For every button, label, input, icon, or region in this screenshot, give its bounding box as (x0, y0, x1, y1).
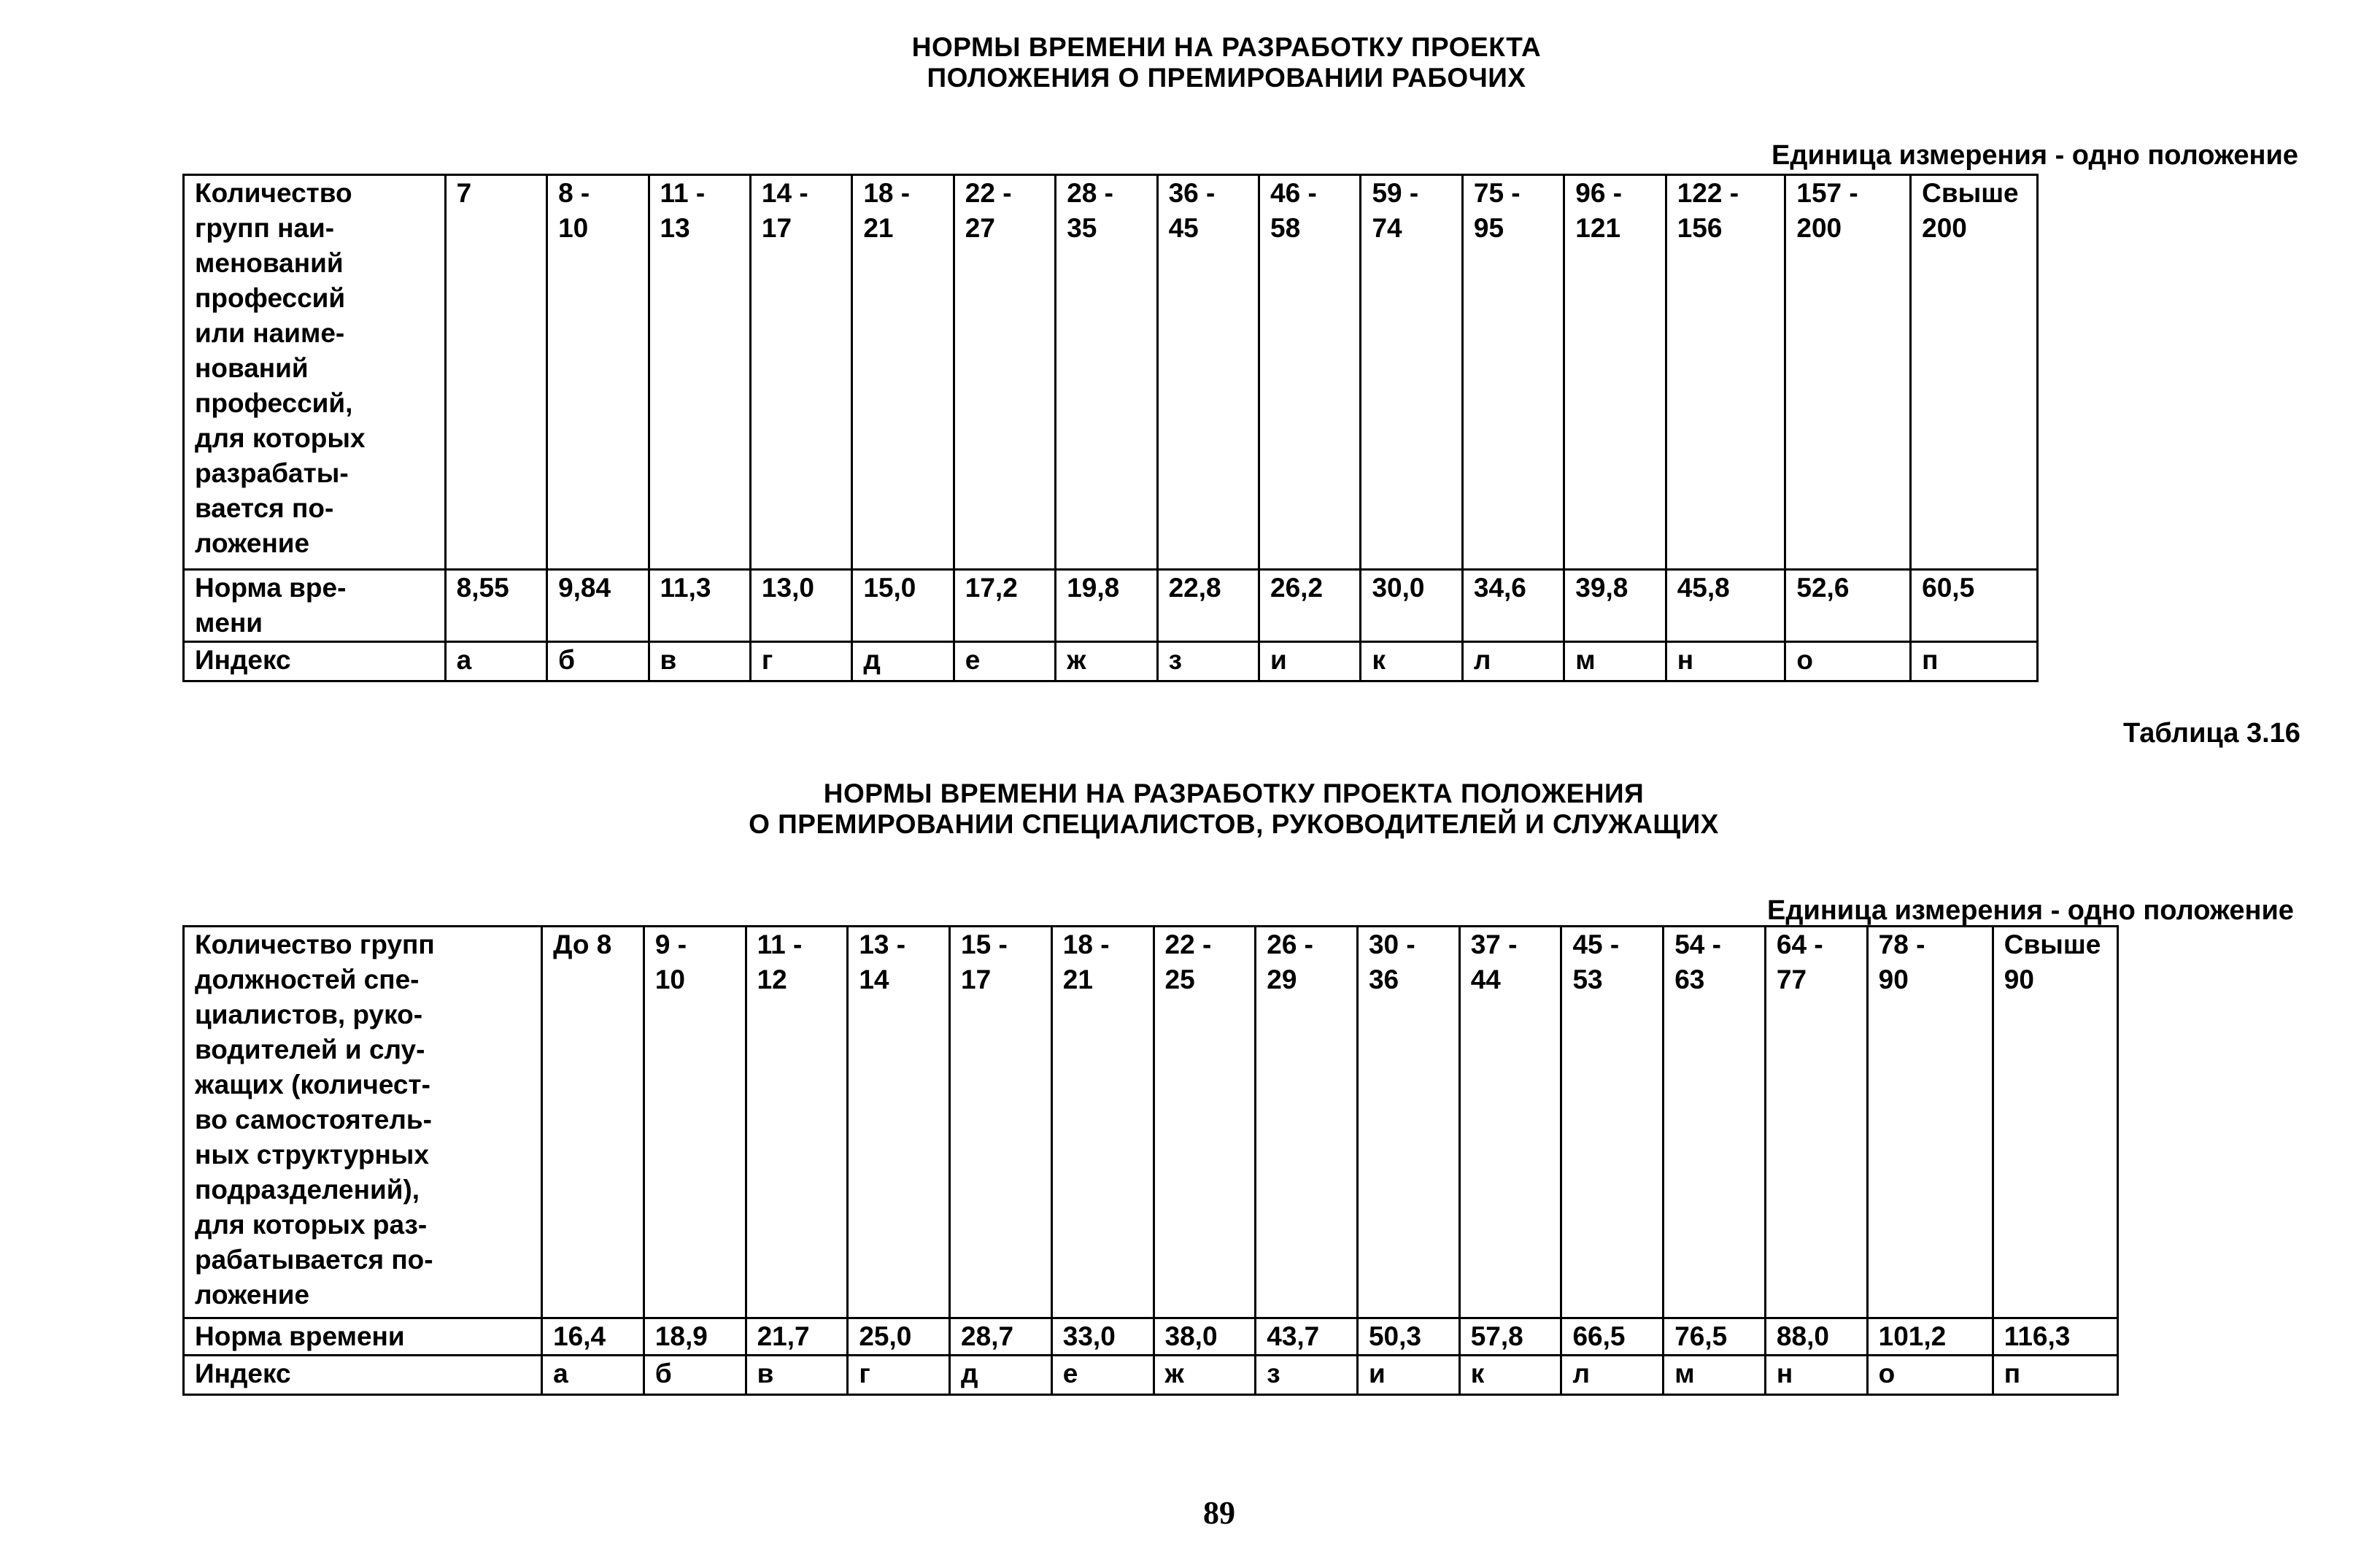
index-cell: а (445, 642, 546, 681)
index-cell: д (852, 642, 954, 681)
index-cell: а (542, 1356, 644, 1395)
norm-cell: 101,2 (1867, 1318, 1993, 1356)
range-cell: 122 - 156 (1666, 175, 1785, 570)
range-cell: 9 - 10 (644, 927, 746, 1318)
norm-cell: 9,84 (547, 570, 649, 642)
row-header-cell: Количество групп наи- менований профессий или наиме- нований профессий, для которых разрабаты- вается по- ложение (184, 175, 446, 570)
index-cell: з (1157, 642, 1259, 681)
norm-cell: 76,5 (1664, 1318, 1766, 1356)
range-cell: 26 - 29 (1256, 927, 1358, 1318)
norm-cell: 34,6 (1462, 570, 1564, 642)
norm-cell: 38,0 (1154, 1318, 1256, 1356)
range-cell: 11 - 12 (746, 927, 848, 1318)
range-cell: 22 - 25 (1154, 927, 1256, 1318)
range-cell: До 8 (542, 927, 644, 1318)
norm-cell: 8,55 (445, 570, 546, 642)
index-cell: к (1361, 642, 1462, 681)
range-cell: 96 - 121 (1564, 175, 1666, 570)
index-cell: в (746, 1356, 848, 1395)
range-cell: 15 - 17 (950, 927, 1052, 1318)
index-cell: ж (1154, 1356, 1256, 1395)
norm-cell: 19,8 (1056, 570, 1157, 642)
table2-norms-specialists (182, 925, 2119, 1396)
range-cell: 46 - 58 (1259, 175, 1361, 570)
index-cell: и (1259, 642, 1361, 681)
norm-cell: 33,0 (1051, 1318, 1154, 1356)
index-cell: н (1765, 1356, 1867, 1395)
norm-cell: 13,0 (750, 570, 851, 642)
index-cell: б (547, 642, 649, 681)
range-cell: 45 - 53 (1561, 927, 1664, 1318)
norm-cell: 66,5 (1561, 1318, 1664, 1356)
range-cell: 64 - 77 (1765, 927, 1867, 1318)
table-row-groups (184, 175, 2038, 570)
norm-cell: 52,6 (1785, 570, 1911, 642)
norm-label-cell: Норма вре- мени (184, 570, 446, 642)
index-cell: е (1051, 1356, 1154, 1395)
table-row-indices (184, 642, 2038, 681)
range-cell: 14 - 17 (750, 175, 851, 570)
table-row-norms (184, 570, 2038, 642)
norm-cell: 17,2 (954, 570, 1055, 642)
range-cell: 7 (445, 175, 546, 570)
index-cell: д (950, 1356, 1052, 1395)
index-cell: л (1462, 642, 1564, 681)
table1-unit-note: Единица измерения - одно положение (1772, 140, 2298, 171)
row-header-cell: Количество групп должностей спе- циалистов, руко- водителей и слу- жащих (количест- во самостоятель- ных структурных подразделений), для которых раз- рабатывается по- ложение (184, 927, 542, 1318)
norm-cell: 26,2 (1259, 570, 1361, 642)
norm-cell: 30,0 (1361, 570, 1462, 642)
norm-cell: 18,9 (644, 1318, 746, 1356)
norm-cell: 57,8 (1459, 1318, 1561, 1356)
table-row-norms (184, 1318, 2118, 1356)
range-cell: 157 - 200 (1785, 175, 1911, 570)
range-cell: 22 - 27 (954, 175, 1055, 570)
table2-unit-note: Единица измерения - одно положение (1767, 895, 2294, 926)
index-cell: н (1666, 642, 1785, 681)
range-cell: 59 - 74 (1361, 175, 1462, 570)
index-cell: о (1785, 642, 1911, 681)
index-cell: б (644, 1356, 746, 1395)
norm-cell: 45,8 (1666, 570, 1785, 642)
range-cell: 8 - 10 (547, 175, 649, 570)
table-row-indices (184, 1356, 2118, 1395)
index-cell: о (1867, 1356, 1993, 1395)
table-number: Таблица 3.16 (2123, 718, 2300, 749)
range-cell: 36 - 45 (1157, 175, 1259, 570)
index-cell: з (1256, 1356, 1358, 1395)
range-cell: 37 - 44 (1459, 927, 1561, 1318)
range-cell: 11 - 13 (649, 175, 750, 570)
index-cell: л (1561, 1356, 1664, 1395)
norm-cell: 88,0 (1765, 1318, 1867, 1356)
norm-cell: 116,3 (1993, 1318, 2117, 1356)
norm-cell: 16,4 (542, 1318, 644, 1356)
index-cell: м (1564, 642, 1666, 681)
index-cell: е (954, 642, 1055, 681)
range-cell: Свыше 90 (1993, 927, 2117, 1318)
range-cell: 75 - 95 (1462, 175, 1564, 570)
norm-cell: 50,3 (1357, 1318, 1459, 1356)
index-label-cell: Индекс (184, 642, 446, 681)
norm-cell: 11,3 (649, 570, 750, 642)
table1-title: НОРМЫ ВРЕМЕНИ НА РАЗРАБОТКУ ПРОЕКТА ПОЛОЖЕНИЯ О ПРЕМИРОВАНИИ РАБОЧИХ (911, 32, 1542, 93)
norm-cell: 43,7 (1256, 1318, 1358, 1356)
norm-label-cell: Норма времени (184, 1318, 542, 1356)
range-cell: 18 - 21 (852, 175, 954, 570)
table2-title: НОРМЫ ВРЕМЕНИ НА РАЗРАБОТКУ ПРОЕКТА ПОЛОЖЕНИЯ О ПРЕМИРОВАНИИ СПЕЦИАЛИСТОВ, РУКОВОДИТЕЛЕЙ И СЛУЖАЩИХ (749, 778, 1719, 839)
norm-cell: 60,5 (1911, 570, 2038, 642)
index-cell: п (1911, 642, 2038, 681)
table-row-groups (184, 927, 2118, 1318)
norm-cell: 28,7 (950, 1318, 1052, 1356)
norm-cell: 39,8 (1564, 570, 1666, 642)
range-cell: 13 - 14 (848, 927, 950, 1318)
index-cell: ж (1056, 642, 1157, 681)
index-cell: м (1664, 1356, 1766, 1395)
range-cell: 18 - 21 (1051, 927, 1154, 1318)
table1-norms-workers (182, 174, 2039, 682)
range-cell: 28 - 35 (1056, 175, 1157, 570)
norm-cell: 15,0 (852, 570, 954, 642)
norm-cell: 25,0 (848, 1318, 950, 1356)
range-cell: 78 - 90 (1867, 927, 1993, 1318)
range-cell: 30 - 36 (1357, 927, 1459, 1318)
norm-cell: 21,7 (746, 1318, 848, 1356)
range-cell: Свыше 200 (1911, 175, 2038, 570)
index-cell: г (750, 642, 851, 681)
index-cell: г (848, 1356, 950, 1395)
norm-cell: 22,8 (1157, 570, 1259, 642)
index-cell: и (1357, 1356, 1459, 1395)
index-label-cell: Индекс (184, 1356, 542, 1395)
page-number: 89 (1203, 1495, 1235, 1531)
index-cell: к (1459, 1356, 1561, 1395)
index-cell: п (1993, 1356, 2117, 1395)
index-cell: в (649, 642, 750, 681)
range-cell: 54 - 63 (1664, 927, 1766, 1318)
